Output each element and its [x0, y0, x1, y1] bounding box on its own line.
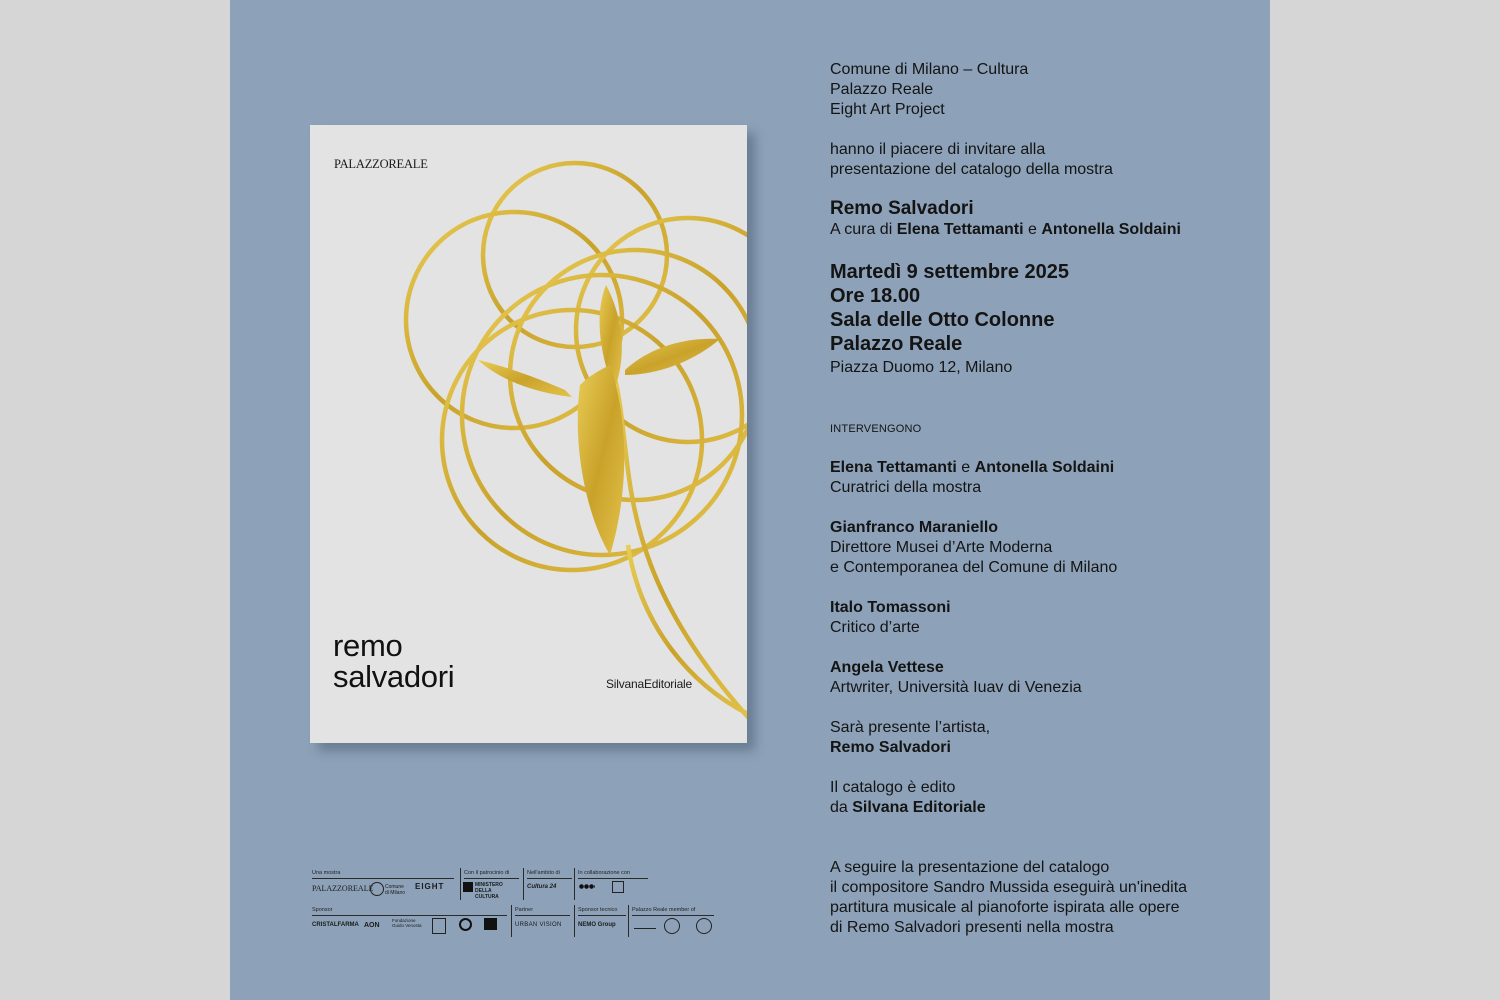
closing-line: partitura musicale al pianoforte ispirata alle opere: [830, 899, 1180, 916]
divider: [527, 878, 572, 879]
logos-header: Partner: [515, 907, 534, 913]
curator-name: Elena Tettamanti: [896, 221, 1024, 238]
milano-crest-icon: [370, 882, 384, 896]
speaker-role: Curatrici della mostra: [830, 479, 982, 496]
exhibition-title: Remo Salvadori: [830, 198, 974, 219]
palazzo-reale-logo: PALAZZOREALE: [334, 157, 428, 171]
divider: [312, 878, 454, 879]
speaker-and: e: [961, 459, 971, 476]
cover-title-line1: remo: [333, 628, 403, 663]
nemo-group-logo: NEMO Group: [578, 922, 616, 928]
divider: [574, 868, 575, 900]
logos-header: In collaborazione con: [578, 870, 630, 876]
curator-name: Antonella Soldaini: [1041, 221, 1181, 238]
logos-header: Nell'ambito di: [527, 870, 560, 876]
logos-header: Con il patrocinio di: [464, 870, 510, 876]
cover-publisher: SilvanaEditoriale: [606, 677, 692, 691]
logos-header: Sponsor tecnico: [578, 907, 618, 913]
divider: [628, 905, 629, 937]
curated-and: e: [1028, 221, 1037, 238]
cover-title: [333, 630, 454, 692]
member-logo-icon: [634, 920, 656, 929]
speaker-name-2: Antonella Soldaini: [974, 459, 1115, 476]
curators-line: [830, 220, 1181, 240]
speakers-heading: INTERVENGONO: [830, 423, 922, 435]
divider: [523, 868, 524, 900]
event-date: Martedì 9 settembre 2025: [830, 261, 1070, 283]
intro-line: presentazione del catalogo della mostra: [830, 161, 1113, 178]
logos-header: Palazzo Reale member of: [632, 907, 696, 913]
divider: [464, 878, 519, 879]
curated-prefix: A cura di: [830, 221, 893, 238]
member-emblem-icon: [664, 918, 680, 934]
palazzo-reale-logo: PALAZZOREALE: [312, 884, 374, 893]
sponsor-logos: [312, 868, 717, 938]
closing-line: A seguire la presentazione del catalogo: [830, 859, 1110, 876]
host-line: Comune di Milano – Cultura: [830, 61, 1029, 78]
logos-header: Una mostra: [312, 870, 341, 876]
ministero-emblem-icon: [463, 882, 473, 892]
event-room: Sala delle Otto Colonne: [830, 309, 1055, 331]
speaker-name: Angela Vettese: [830, 659, 944, 676]
catalog-prefix: da: [830, 799, 848, 816]
cultura24-logo: Cultura 24: [527, 884, 557, 890]
eight-logo: EIGHT: [415, 882, 445, 891]
speaker-role: e Contemporanea del Comune di Milano: [830, 559, 1118, 576]
circle-logo-icon: [459, 918, 472, 931]
cover-title-line2: salvadori: [333, 659, 455, 694]
urban-vision-logo: URBAN VISION: [515, 922, 562, 928]
ministero-cultura-logo: MINISTERO DELLA CULTURA: [475, 882, 503, 900]
event-time: Ore 18.00: [830, 285, 921, 307]
museum-emblem-icon: [432, 918, 446, 934]
speaker-name: Italo Tomassoni: [830, 599, 951, 616]
square-logo-icon: [484, 918, 497, 930]
cristalfarma-logo: CRISTALFARMA: [312, 922, 359, 928]
host-line: Palazzo Reale: [830, 81, 934, 98]
partner-dots-icon: [579, 883, 595, 890]
logos-header: Sponsor: [312, 907, 333, 913]
speaker-name: Gianfranco Maraniello: [830, 519, 999, 536]
catalog-publisher-line: [830, 798, 986, 818]
speaker-role: Direttore Musei d’Arte Moderna: [830, 539, 1053, 556]
catalog-line: Il catalogo è edito: [830, 779, 956, 796]
divider: [511, 905, 512, 937]
member-emblem-icon: [696, 918, 712, 934]
divider: [632, 915, 714, 916]
speaker-name: [830, 458, 1114, 478]
divider: [578, 878, 648, 879]
divider: [574, 905, 575, 937]
fondazione-logo: Fondazione Guido Venosta: [392, 918, 422, 928]
speaker-name-1: Elena Tettamanti: [830, 459, 957, 476]
host-line: Eight Art Project: [830, 101, 945, 118]
closing-line: il compositore Sandro Mussida eseguirà un'inedita: [830, 879, 1188, 896]
crown-emblem-icon: [612, 881, 624, 893]
divider: [578, 915, 626, 916]
artist-line: Sarà presente l’artista,: [830, 719, 991, 736]
comune-milano-logo: Comune di Milano: [385, 884, 406, 896]
catalog-cover: [310, 125, 747, 743]
artist-name: Remo Salvadori: [830, 739, 951, 756]
divider: [515, 915, 570, 916]
divider: [460, 868, 461, 900]
speaker-role: Artwriter, Università Iuav di Venezia: [830, 679, 1082, 696]
catalog-publisher: Silvana Editoriale: [852, 799, 986, 816]
event-address: Piazza Duomo 12, Milano: [830, 359, 1013, 376]
event-venue: Palazzo Reale: [830, 333, 963, 355]
intro-line: hanno il piacere di invitare alla: [830, 141, 1046, 158]
aon-logo: AON: [364, 922, 380, 929]
speaker-role: Critico d’arte: [830, 619, 920, 636]
closing-line: di Remo Salvadori presenti nella mostra: [830, 919, 1114, 936]
divider: [312, 915, 507, 916]
